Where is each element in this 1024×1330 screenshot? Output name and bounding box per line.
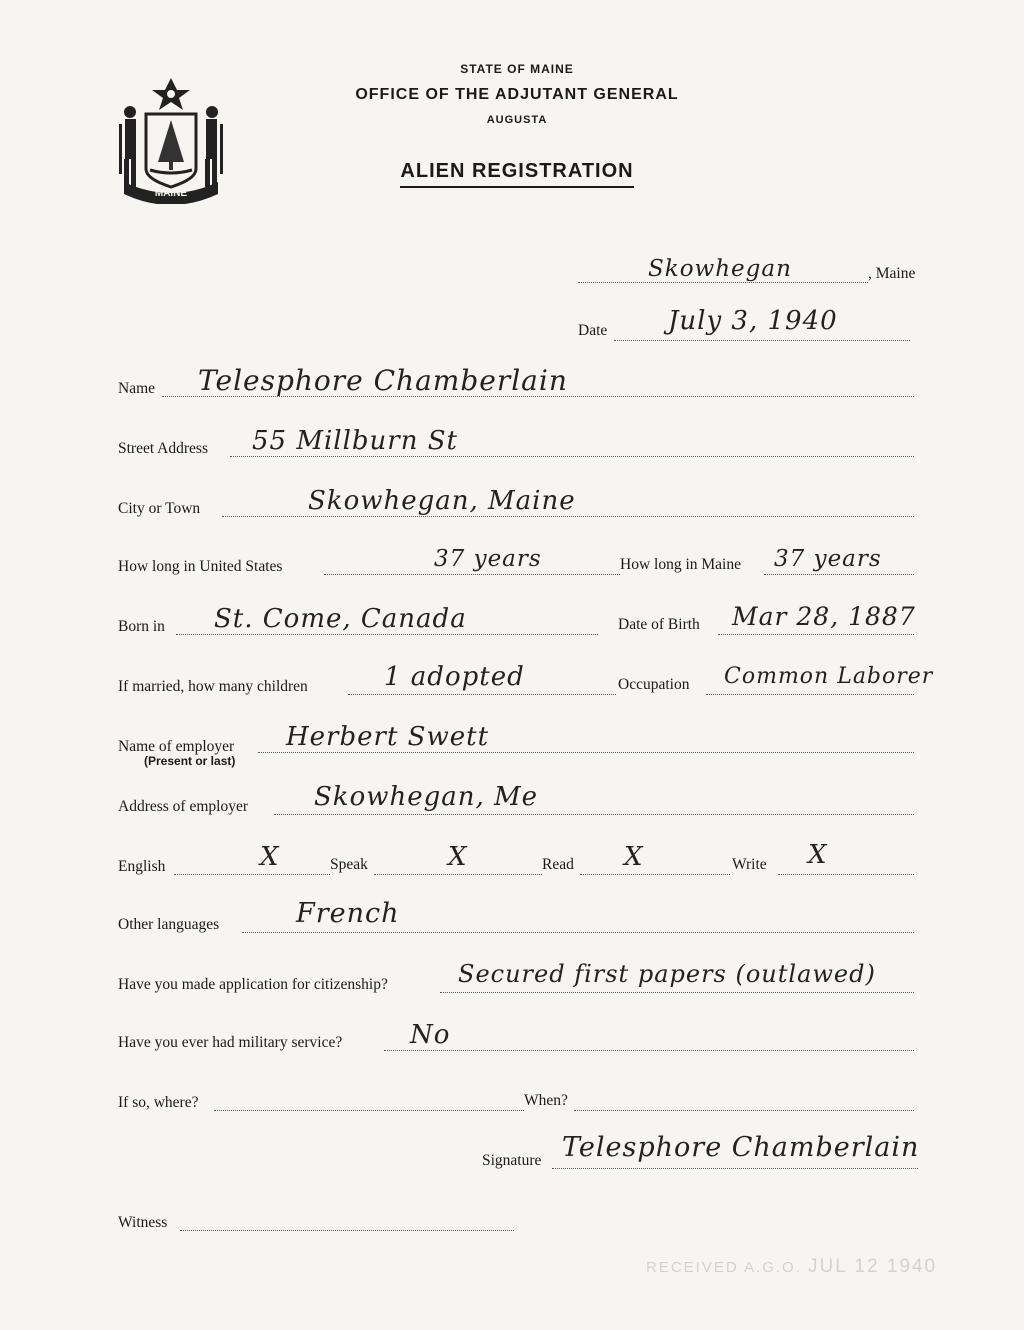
read-value: X <box>624 842 644 872</box>
date-value: July 3, 1940 <box>668 306 838 336</box>
date-row <box>578 306 918 350</box>
children-row <box>118 662 934 706</box>
employer-label: Name of employer <box>118 738 235 755</box>
children-value: 1 adopted <box>384 662 525 692</box>
service-where-row <box>118 1094 918 1124</box>
employer-address-row <box>118 782 918 826</box>
other-languages-value: French <box>296 898 400 929</box>
language-skills-row <box>118 840 918 886</box>
birth-date-label: Date of Birth <box>618 616 700 633</box>
city-label: City or Town <box>118 500 201 517</box>
write-value: X <box>808 840 828 870</box>
occupation-value: Common Laborer <box>724 664 934 689</box>
other-languages-label: Other languages <box>118 916 220 933</box>
military-value: No <box>410 1020 451 1050</box>
birth-row <box>118 602 918 646</box>
svg-text:MAINE: MAINE <box>154 188 188 199</box>
when-label: When? <box>524 1092 568 1109</box>
name-value: Telesphore Chamberlain <box>198 364 568 397</box>
other-languages-row <box>118 898 918 944</box>
residency-row <box>118 546 918 586</box>
employer-address-value: Skowhegan, Me <box>314 782 539 812</box>
military-row <box>118 1020 918 1062</box>
citizenship-row <box>118 960 918 1004</box>
place-row <box>578 256 918 292</box>
employer-sublabel: (Present or last) <box>144 754 236 768</box>
birth-date-value: Mar 28, 1887 <box>732 602 916 631</box>
born-in-label: Born in <box>118 618 165 635</box>
citizenship-label: Have you made application for citizenship? <box>118 976 388 993</box>
military-label: Have you ever had military service? <box>118 1034 343 1051</box>
employer-address-label: Address of employer <box>118 798 248 815</box>
citizenship-value: Secured first papers (outlawed) <box>458 960 876 988</box>
witness-row <box>118 1212 518 1242</box>
stamp-text: RECEIVED A.G.O. <box>646 1259 802 1276</box>
occupation-label: Occupation <box>618 676 690 693</box>
witness-label: Witness <box>118 1214 168 1231</box>
name-row <box>118 364 918 408</box>
employer-row <box>118 722 918 768</box>
english-value: X <box>260 842 280 872</box>
street-label: Street Address <box>118 440 208 457</box>
office-heading: OFFICE OF THE ADJUTANT GENERAL <box>355 86 679 103</box>
speak-label: Speak <box>330 856 368 873</box>
where-label: If so, where? <box>118 1094 199 1111</box>
city-row <box>118 486 918 528</box>
speak-value: X <box>448 842 468 872</box>
us-time-label: How long in United States <box>118 558 283 575</box>
place-value: Skowhegan <box>648 256 792 282</box>
date-label: Date <box>578 322 608 339</box>
street-value: 55 Millburn St <box>252 426 459 456</box>
write-label: Write <box>732 856 767 873</box>
children-label: If married, how many children <box>118 678 308 695</box>
signature-label: Signature <box>482 1152 542 1169</box>
city-value: Skowhegan, Maine <box>308 486 576 516</box>
maine-time-label: How long in Maine <box>620 556 741 573</box>
maine-time-value: 37 years <box>774 546 882 572</box>
signature-value: Telesphore Chamberlain <box>562 1132 920 1163</box>
received-stamp <box>646 1256 937 1278</box>
employer-value: Herbert Swett <box>286 722 490 752</box>
name-label: Name <box>118 380 156 397</box>
street-row <box>118 426 918 468</box>
english-label: English <box>118 858 166 875</box>
born-in-value: St. Come, Canada <box>214 604 467 634</box>
city-heading: AUGUSTA <box>486 114 548 126</box>
us-time-value: 37 years <box>434 546 542 572</box>
stamp-date: JUL 12 1940 <box>808 1256 938 1277</box>
form-title: ALIEN REGISTRATION <box>5 160 1024 183</box>
read-label: Read <box>542 856 574 873</box>
state-heading: STATE OF MAINE <box>460 62 574 76</box>
signature-row <box>482 1132 920 1180</box>
place-suffix: , Maine <box>868 265 916 282</box>
